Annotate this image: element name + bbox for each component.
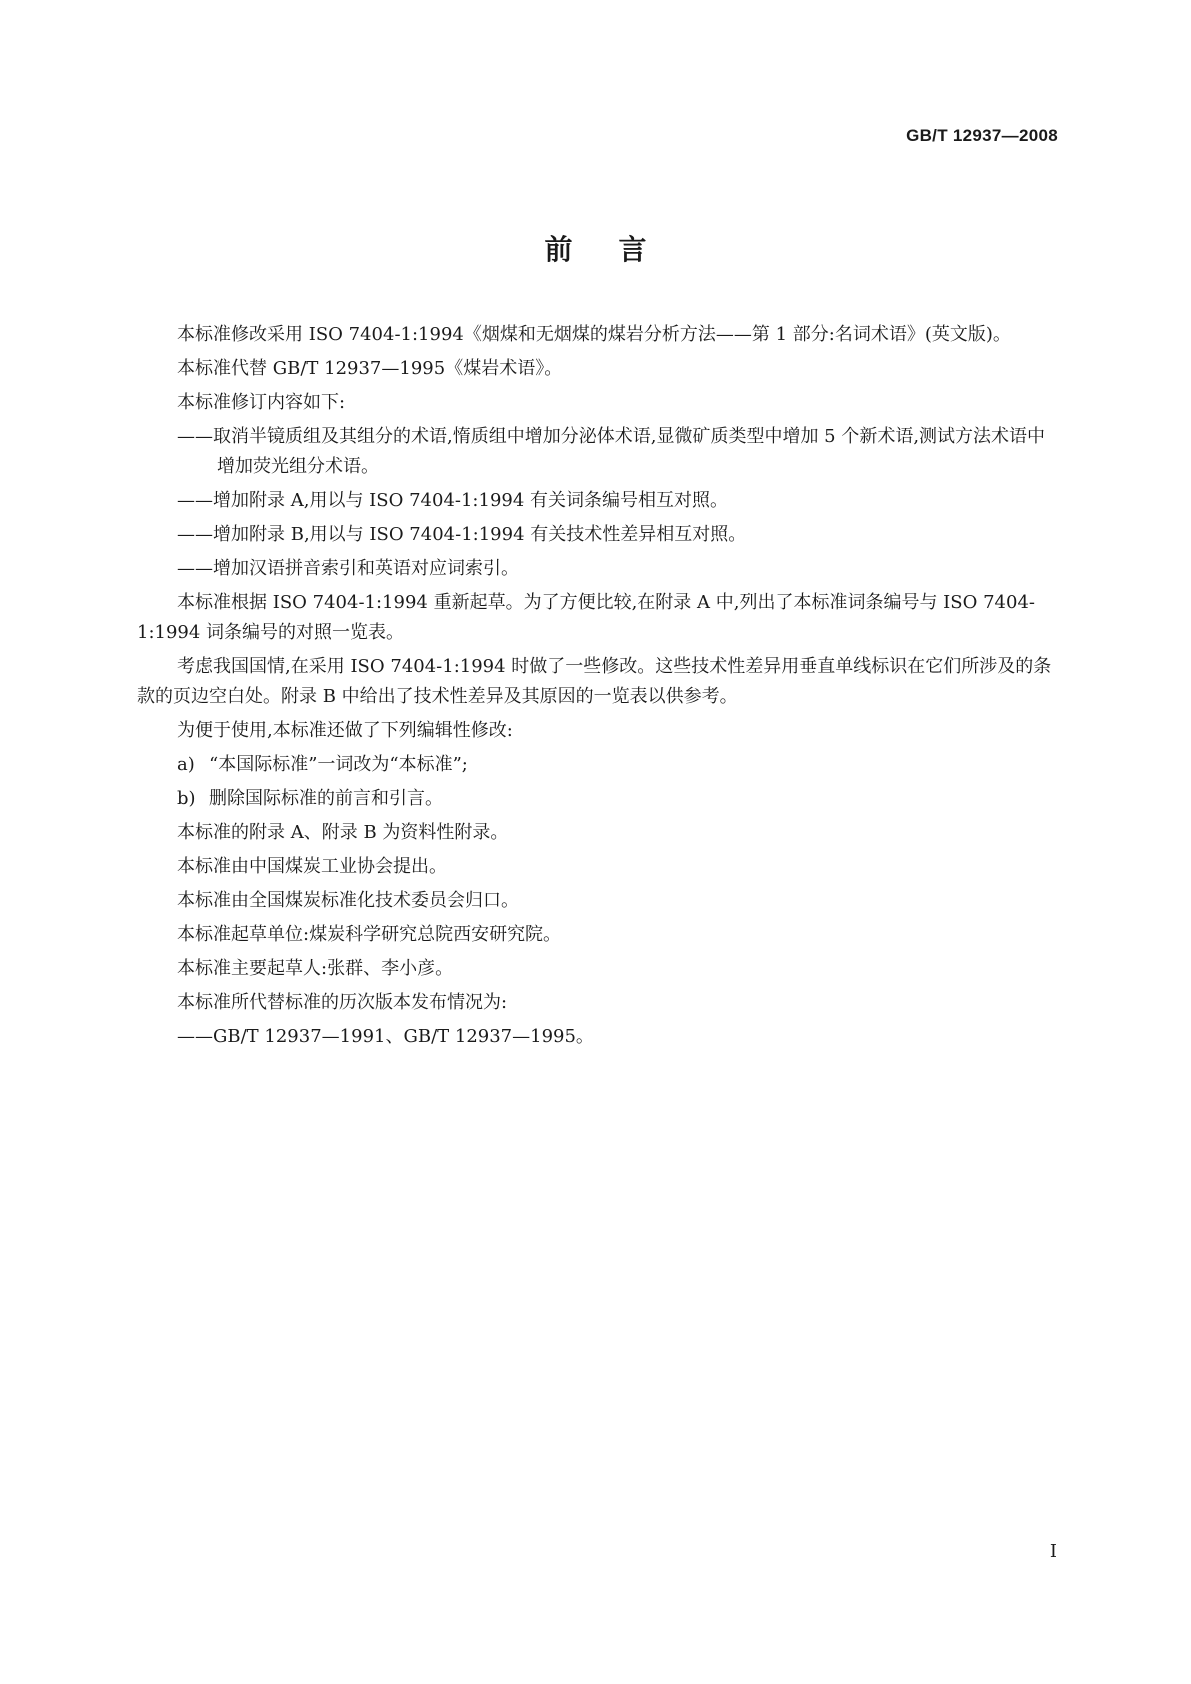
paragraph-history-intro: 本标准所代替标准的历次版本发布情况为: <box>177 992 508 1013</box>
paragraph-drafters: 本标准主要起草人:张群、李小彦。 <box>177 958 454 979</box>
page-title: 前言 <box>544 233 693 266</box>
revision-item-index: ——增加汉语拼音索引和英语对应词索引。 <box>177 558 519 579</box>
revision-item-annex-b: ——增加附录 B,用以与 ISO 7404-1:1994 有关技术性差异相互对照。 <box>177 524 747 545</box>
paragraph-editorial-intro: 为便于使用,本标准还做了下列编辑性修改: <box>177 720 513 741</box>
foreword-body <box>137 320 1057 1056</box>
paragraph-proposed-by: 本标准由中国煤炭工业协会提出。 <box>177 856 447 877</box>
paragraph-annex-status: 本标准的附录 A、附录 B 为资料性附录。 <box>177 822 509 843</box>
paragraph-revision-intro: 本标准修订内容如下: <box>177 392 346 413</box>
list-marker: b) <box>177 788 196 809</box>
editorial-item-a <box>137 750 1057 780</box>
standard-number: GB/T 12937—2008 <box>906 126 1058 145</box>
paragraph-technical-committee: 本标准由全国煤炭标准化技术委员会归口。 <box>177 890 519 911</box>
list-text: “本国际标准”一词改为“本标准”; <box>209 754 468 775</box>
revision-item-annex-a: ——增加附录 A,用以与 ISO 7404-1:1994 有关词条编号相互对照。 <box>177 490 729 511</box>
paragraph-technical-deviations: 考虑我国国情,在采用 ISO 7404-1:1994 时做了一些修改。这些技术性差异用垂直单线标识在它们所涉及的条款的页边空白处。附录 B 中给出了技术性差异及其原因的一览表以供参考。 <box>137 656 1052 707</box>
paragraph-redrafted: 本标准根据 ISO 7404-1:1994 重新起草。为了方便比较,在附录 A 中,列出了本标准词条编号与 ISO 7404-1:1994 词条编号的对照一览表。 <box>137 592 1035 643</box>
revision-item-terms: ——取消半镜质组及其组分的术语,惰质组中增加分泌体术语,显微矿质类型中增加 5 个新术语,测试方法术语中增加荧光组分术语。 <box>177 426 1046 477</box>
list-marker: a) <box>177 754 195 775</box>
paragraph-drafting-org: 本标准起草单位:煤炭科学研究总院西安研究院。 <box>177 924 562 945</box>
page-number: I <box>1049 1541 1057 1562</box>
paragraph-replaces: 本标准代替 GB/T 12937—1995《煤岩术语》。 <box>177 358 563 379</box>
paragraph-adoption: 本标准修改采用 ISO 7404-1:1994《烟煤和无烟煤的煤岩分析方法——第 1 部分:名词术语》(英文版)。 <box>177 324 1011 345</box>
editorial-item-b <box>137 784 1057 814</box>
list-text: 删除国际标准的前言和引言。 <box>209 788 443 809</box>
paragraph-history-editions: ——GB/T 12937—1991、GB/T 12937—1995。 <box>177 1026 594 1047</box>
